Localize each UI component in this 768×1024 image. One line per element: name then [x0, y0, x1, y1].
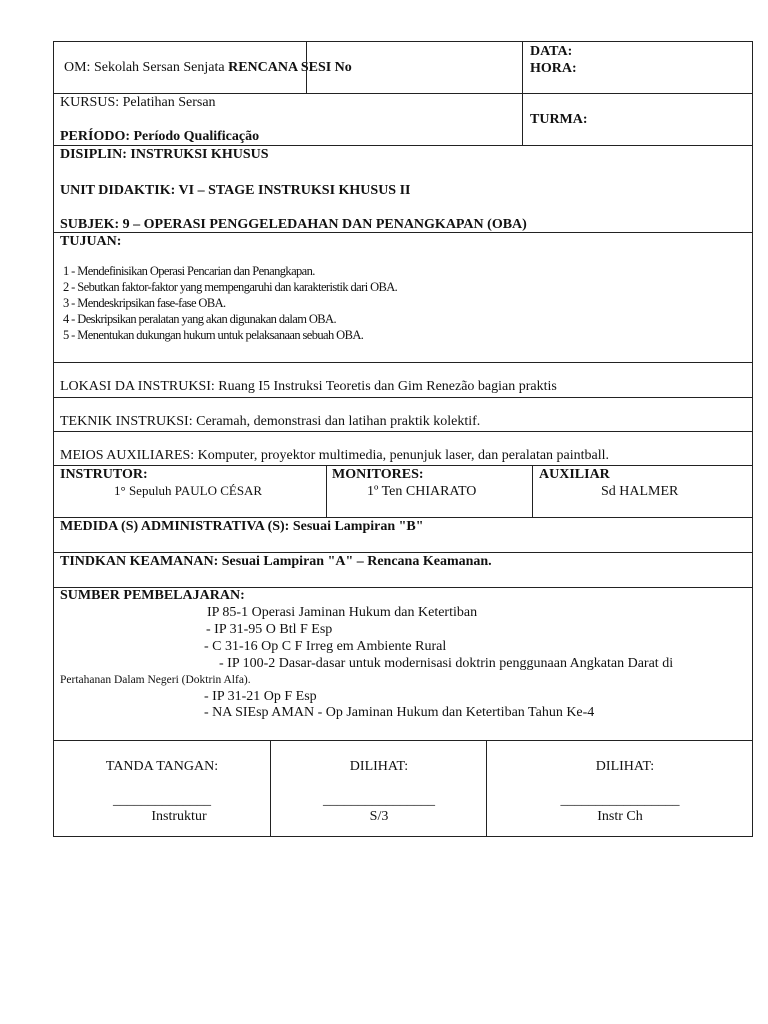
sumber-line: - NA SIEsp AMAN - Op Jaminan Hukum dan Ketertiban Tahun Ke-4 — [204, 705, 595, 720]
sumber-line: IP 85-1 Operasi Jaminan Hukum dan Ketertiban — [207, 605, 478, 620]
tujuan-item: 3 - Mendeskripsikan fase-fase OBA. — [63, 296, 226, 310]
tujuan-item: 2 - Sebutkan faktor-faktor yang mempengaruhi dan karakteristik dari OBA. — [63, 280, 398, 294]
sumber-line: - IP 31-21 Op F Esp — [204, 689, 317, 704]
meios-text: MEIOS AUXILIARES: Komputer, proyektor multimedia, penunjuk laser, dan peralatan paintball. — [60, 448, 610, 463]
staff-row — [54, 466, 752, 518]
meios-row — [54, 432, 752, 466]
data-label: DATA: — [530, 44, 573, 59]
tindakan-row — [54, 553, 752, 588]
teknik-text: TEKNIK INSTRUKSI: Ceramah, demonstrasi dan latihan praktik kolektif. — [60, 414, 481, 429]
medida-row — [54, 518, 752, 553]
signature-line: _________________ — [560, 793, 680, 808]
course-row — [54, 94, 752, 146]
monitores-label: MONITORES: — [332, 467, 424, 482]
session-plan-form — [53, 41, 753, 837]
medida-text: MEDIDA (S) ADMINISTRATIVA (S): Sesuai Lampiran "B" — [60, 519, 424, 534]
tindakan-text: TINDKAN KEAMANAN: Sesuai Lampiran "A" – Rencana Keamanan. — [60, 554, 492, 569]
tujuan-item: 5 - Menentukan dukungan hukum untuk pelaksanaan sebuah OBA. — [63, 328, 364, 342]
instrutor-label: INSTRUTOR: — [60, 467, 148, 482]
header-row — [54, 42, 752, 94]
discipline-row — [54, 146, 752, 233]
instrutor-name: 1° Sepuluh PAULO CÉSAR — [114, 483, 263, 498]
signature-heading: DILIHAT: — [595, 759, 655, 774]
auxiliar-name: Sd HALMER — [601, 484, 679, 499]
sumber-label: SUMBER PEMBELAJARAN: — [60, 588, 245, 603]
sumber-line: - IP 100-2 Dasar-dasar untuk modernisasi doktrin penggunaan Angkatan Darat di — [219, 656, 674, 671]
signature-role: S/3 — [369, 809, 389, 824]
sumber-row — [54, 588, 752, 741]
teknik-row — [54, 398, 752, 432]
signature-line: ________________ — [323, 793, 435, 808]
sumber-line: - C 31-16 Op C F Irreg em Ambiente Rural — [204, 639, 447, 654]
sumber-line: - IP 31-95 O Btl F Esp — [206, 622, 333, 637]
om-label: OM: Sekolah Sersan Senjata RENCANA SESI No — [64, 60, 352, 75]
om-divider — [306, 42, 522, 94]
hora-label: HORA: — [530, 61, 577, 76]
tujuan-row — [54, 233, 752, 363]
signature-block — [270, 741, 486, 836]
lokasi-row — [54, 363, 752, 398]
auxiliar-label: AUXILIAR — [539, 467, 610, 482]
signature-heading: DILIHAT: — [349, 759, 409, 774]
signature-block — [54, 741, 270, 836]
monitores-name: 1º Ten CHIARATO — [367, 484, 477, 499]
kursus-text: KURSUS: Pelatihan Sersan — [60, 95, 216, 110]
tujuan-label: TUJUAN: — [60, 234, 122, 249]
unit-text: UNIT DIDAKTIK: VI – STAGE INSTRUKSI KHUSUS II — [60, 183, 411, 198]
signature-heading: TANDA TANGAN: — [105, 759, 219, 774]
disiplin-text: DISIPLIN: INSTRUKSI KHUSUS — [60, 147, 269, 162]
sumber-line: Pertahanan Dalam Negeri (Doktrin Alfa). — [60, 674, 251, 686]
tujuan-item: 4 - Deskripsikan peralatan yang akan digunakan dalam OBA. — [63, 312, 336, 326]
signature-role: Instr Ch — [597, 809, 643, 824]
turma-label: TURMA: — [530, 112, 588, 127]
lokasi-text: LOKASI DA INSTRUKSI: Ruang I5 Instruksi Teoretis dan Gim Renezão bagian praktis — [60, 379, 557, 394]
signature-row — [54, 741, 752, 836]
periodo-text: PERÍODO: Período Qualificação — [60, 129, 260, 144]
signature-block — [486, 741, 752, 836]
tujuan-item: 1 - Mendefinisikan Operasi Pencarian dan Penangkapan. — [63, 264, 315, 278]
signature-role: Instruktur — [151, 809, 207, 824]
signature-line: ______________ — [113, 793, 211, 808]
subjek-text: SUBJEK: 9 – OPERASI PENGGELEDAHAN DAN PENANGKAPAN (OBA) — [60, 217, 527, 232]
